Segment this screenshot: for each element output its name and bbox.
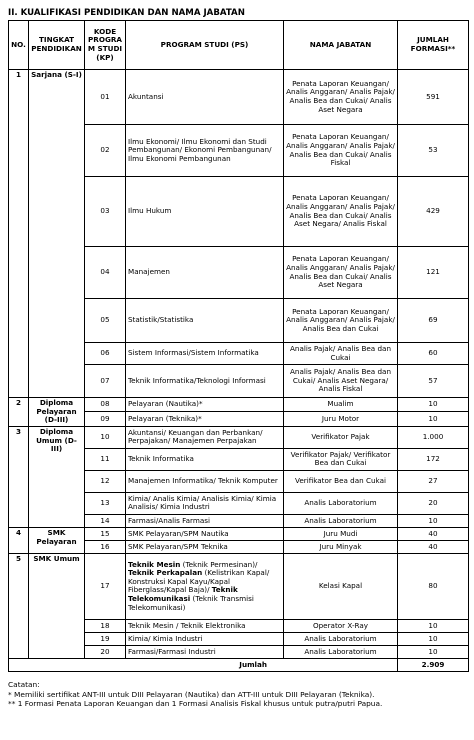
total-row: [9, 658, 469, 671]
cell-nama-jabatan: Penata Laporan Keuangan/ Analis Anggaran/ Analis Pajak/ Analis Bea dan Cukai: [284, 299, 398, 343]
cell-kode: 05: [85, 299, 126, 343]
program-studi-part: (Kelistrikan Kapal/ Konstruksi Kapal Kayu/Kapal Fiberglass/Kapal Baja)/: [128, 568, 270, 595]
cell-program-studi: SMK Pelayaran/SPM Nautika: [126, 527, 284, 540]
cell-nama-jabatan: Juru Mudi: [284, 527, 398, 540]
cell-kode: 19: [85, 632, 126, 645]
cell-program-studi: Pelayaran (Nautika)*: [126, 398, 284, 412]
cell-jumlah: 80: [398, 553, 469, 619]
program-studi-part: Teknik Telekomunikasi: [128, 585, 238, 604]
cell-jumlah: 40: [398, 540, 469, 553]
cell-kode: 17: [85, 553, 126, 619]
cell-jumlah: 27: [398, 470, 469, 492]
cell-tingkat-pendidikan: Diploma Pelayaran (D-III): [29, 398, 85, 427]
cell-program-studi: SMK Pelayaran/SPM Teknika: [126, 540, 284, 553]
cell-jumlah: 20: [398, 492, 469, 514]
cell-kode: 01: [85, 70, 126, 125]
header-nama-jabatan: NAMA JABATAN: [284, 21, 398, 70]
cell-program-studi: Teknik Informatika/Teknologi Informasi: [126, 365, 284, 398]
cell-nama-jabatan: Analis Pajak/ Analis Bea dan Cukai: [284, 343, 398, 365]
cell-no: 1: [9, 70, 29, 398]
cell-nama-jabatan: Verifikator Pajak: [284, 426, 398, 448]
section-heading: II. KUALIFIKASI PENDIDIKAN DAN NAMA JABATAN: [8, 8, 245, 18]
cell-jumlah: 172: [398, 448, 469, 470]
cell-program-studi: Statistik/Statistika: [126, 299, 284, 343]
cell-no: 2: [9, 398, 29, 427]
note-2: ** 1 Formasi Penata Laporan Keuangan dan 1 Formasi Analisis Fiskal khusus untuk putra/putri Papua.: [8, 699, 383, 709]
cell-kode: 04: [85, 247, 126, 299]
cell-nama-jabatan: Mualim: [284, 398, 398, 412]
cell-program-studi: Kimia/ Analis Kimia/ Analisis Kimia/ Kimia Analisis/ Kimia Industri: [126, 492, 284, 514]
cell-nama-jabatan: Juru Motor: [284, 412, 398, 426]
cell-jumlah: 10: [398, 398, 469, 412]
header-tingkat: TINGKAT PENDIDIKAN: [29, 21, 85, 70]
cell-kode: 09: [85, 412, 126, 426]
header-kode: KODE PROGRAM STUDI (KP): [85, 21, 126, 70]
header-program-studi: PROGRAM STUDI (PS): [126, 21, 284, 70]
document-page: [8, 6, 468, 709]
cell-jumlah: 40: [398, 527, 469, 540]
cell-kode: 02: [85, 125, 126, 177]
cell-nama-jabatan: Penata Laporan Keuangan/ Analis Anggaran/ Analis Pajak/ Analis Bea dan Cukai/ Analis Aset Negara/ Analis Fiskal: [284, 177, 398, 247]
cell-nama-jabatan: Analis Laboratorium: [284, 514, 398, 527]
cell-jumlah: 591: [398, 70, 469, 125]
cell-tingkat-pendidikan: Sarjana (S-I): [29, 70, 85, 398]
table-row: [9, 70, 469, 125]
cell-jumlah: 1.000: [398, 426, 469, 448]
cell-jumlah: 429: [398, 177, 469, 247]
cell-jumlah: 10: [398, 514, 469, 527]
cell-nama-jabatan: Juru Minyak: [284, 540, 398, 553]
cell-jumlah: 10: [398, 412, 469, 426]
note-1: * Memiliki sertifikat ANT-III untuk DIII Pelayaran (Nautika) dan ATT-III untuk DIII Pelayaran (Teknika).: [8, 689, 375, 699]
header-row: [9, 21, 469, 70]
cell-jumlah: 10: [398, 645, 469, 658]
cell-program-studi: Farmasi/Farmasi Industri: [126, 645, 284, 658]
cell-nama-jabatan: Analis Laboratorium: [284, 645, 398, 658]
cell-nama-jabatan: Verifikator Pajak/ Verifikator Bea dan Cukai: [284, 448, 398, 470]
cell-tingkat-pendidikan: SMK Pelayaran: [29, 527, 85, 553]
cell-jumlah: 121: [398, 247, 469, 299]
cell-program-studi: Farmasi/Analis Farmasi: [126, 514, 284, 527]
cell-program-studi: Ilmu Hukum: [126, 177, 284, 247]
cell-nama-jabatan: Analis Laboratorium: [284, 632, 398, 645]
cell-no: 3: [9, 426, 29, 527]
cell-program-studi: Teknik Informatika: [126, 448, 284, 470]
cell-nama-jabatan: Penata Laporan Keuangan/ Analis Anggaran/ Analis Pajak/ Analis Bea dan Cukai/ Analis Aset Negara: [284, 247, 398, 299]
cell-jumlah: 53: [398, 125, 469, 177]
program-studi-part: Teknik Perkapalan: [128, 568, 203, 578]
notes-title: Catatan:: [8, 679, 40, 689]
cell-jumlah: 10: [398, 632, 469, 645]
cell-program-studi: [126, 553, 284, 619]
cell-kode: 03: [85, 177, 126, 247]
cell-nama-jabatan: Verifikator Bea dan Cukai: [284, 470, 398, 492]
table-row: [9, 398, 469, 412]
cell-nama-jabatan: Analis Pajak/ Analis Bea dan Cukai/ Analis Aset Negara/ Analis Fiskal: [284, 365, 398, 398]
cell-program-studi: Kimia/ Kimia Industri: [126, 632, 284, 645]
cell-jumlah: 10: [398, 619, 469, 632]
cell-kode: 15: [85, 527, 126, 540]
cell-program-studi: Sistem Informasi/Sistem Informatika: [126, 343, 284, 365]
cell-tingkat-pendidikan: SMK Umum: [29, 553, 85, 658]
cell-kode: 06: [85, 343, 126, 365]
cell-tingkat-pendidikan: Diploma Umum (D-III): [29, 426, 85, 527]
cell-program-studi: Manajemen Informatika/ Teknik Komputer: [126, 470, 284, 492]
cell-jumlah: 60: [398, 343, 469, 365]
cell-nama-jabatan: Penata Laporan Keuangan/ Analis Anggaran/ Analis Pajak/ Analis Bea dan Cukai/ Analis Aset Negara: [284, 70, 398, 125]
header-jumlah: JUMLAH FORMASI**: [398, 21, 469, 70]
cell-program-studi: Pelayaran (Teknika)*: [126, 412, 284, 426]
cell-program-studi: Akuntansi: [126, 70, 284, 125]
cell-kode: 12: [85, 470, 126, 492]
cell-kode: 20: [85, 645, 126, 658]
program-studi-part: (Teknik Permesinan)/: [180, 559, 258, 569]
notes: [8, 680, 468, 709]
cell-kode: 07: [85, 365, 126, 398]
cell-kode: 11: [85, 448, 126, 470]
cell-nama-jabatan: Operator X-Ray: [284, 619, 398, 632]
cell-jumlah: 57: [398, 365, 469, 398]
formation-table: [8, 20, 469, 672]
program-studi-part: (Teknik Transmisi Telekomunikasi): [128, 594, 254, 612]
header-no: NO.: [9, 21, 29, 70]
cell-nama-jabatan: Analis Laboratorium: [284, 492, 398, 514]
cell-no: 5: [9, 553, 29, 658]
cell-kode: 16: [85, 540, 126, 553]
cell-nama-jabatan: Penata Laporan Keuangan/ Analis Anggaran/ Analis Pajak/ Analis Bea dan Cukai/ Analis Fiskal: [284, 125, 398, 177]
table-row: [9, 426, 469, 448]
cell-program-studi: Manajemen: [126, 247, 284, 299]
total-label: Jumlah: [9, 658, 398, 671]
table-row: [9, 553, 469, 619]
cell-no: 4: [9, 527, 29, 553]
cell-kode: 10: [85, 426, 126, 448]
cell-kode: 18: [85, 619, 126, 632]
cell-kode: 14: [85, 514, 126, 527]
cell-program-studi: Akuntansi/ Keuangan dan Perbankan/ Perpajakan/ Manajemen Perpajakan: [126, 426, 284, 448]
table-body: [9, 70, 469, 672]
cell-kode: 13: [85, 492, 126, 514]
cell-jumlah: 69: [398, 299, 469, 343]
cell-program-studi: Ilmu Ekonomi/ Ilmu Ekonomi dan Studi Pembangunan/ Ekonomi Pembangunan/ Ilmu Ekonomi Pembangunan: [126, 125, 284, 177]
cell-nama-jabatan: Kelasi Kapal: [284, 553, 398, 619]
program-studi-part: Teknik Mesin: [128, 559, 181, 569]
cell-program-studi: Teknik Mesin / Teknik Elektronika: [126, 619, 284, 632]
table-row: [9, 527, 469, 540]
total-value: 2.909: [398, 658, 469, 671]
cell-kode: 08: [85, 398, 126, 412]
